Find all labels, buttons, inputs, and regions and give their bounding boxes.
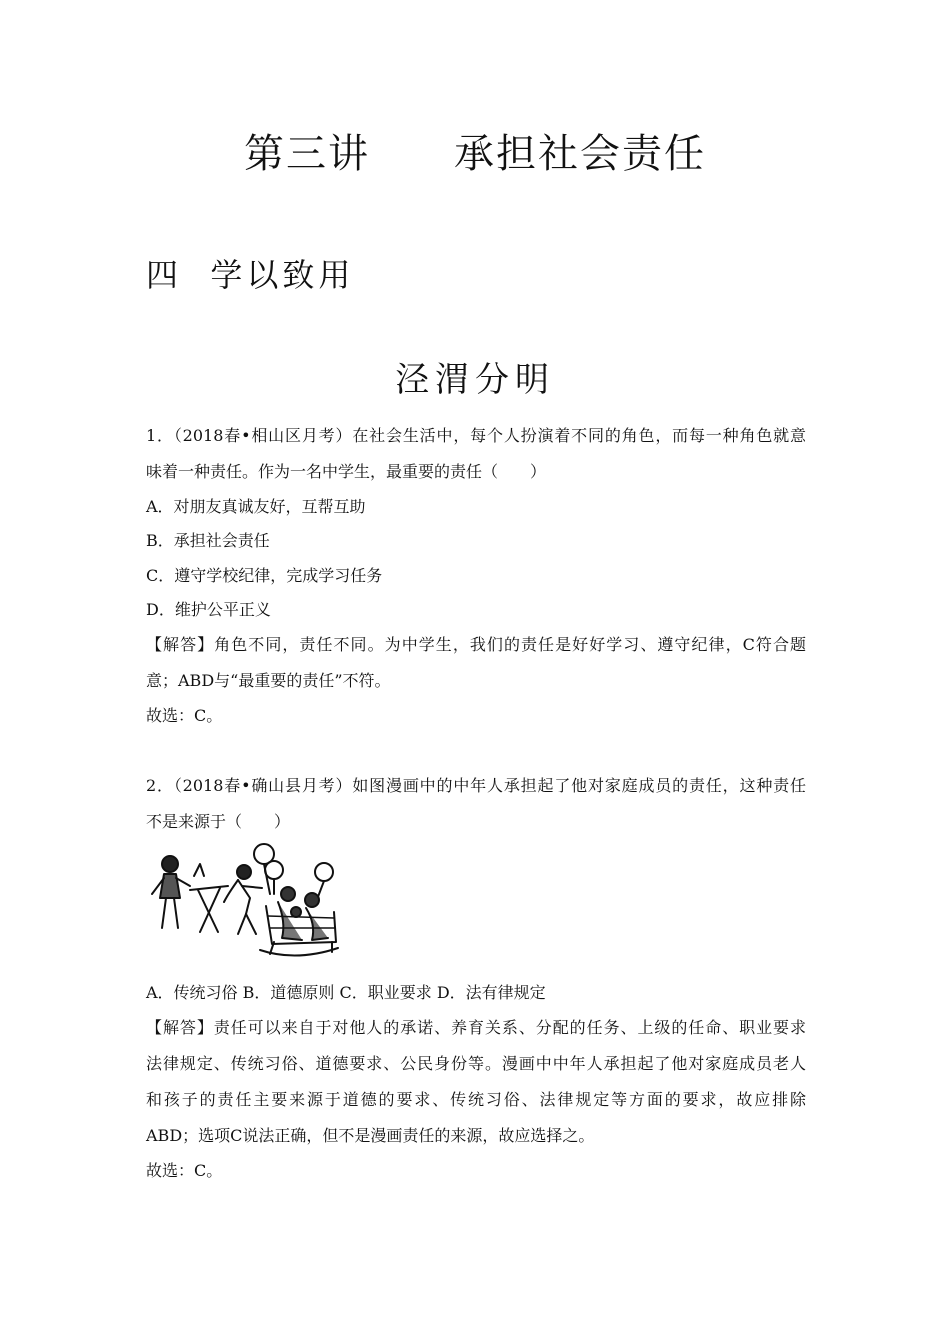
question-2-answer-line-2: 法律规定、传统习俗、道德要求、公民身份等。漫画中中年人承担起了他对家庭成员老人 [146,1054,806,1073]
question-1-stem-line-2: 味着一种责任。作为一名中学生，最重要的责任（ ） [146,462,547,481]
question-1-option-c: C．遵守学校纪律，完成学习任务 [146,566,383,585]
question-1-stem-line-1: 1．（2018春•相山区月考）在社会生活中，每个人扮演着不同的角色，而每一种角色就意 [146,426,806,445]
question-1-answer-line-1: 【解答】角色不同，责任不同。为中学生，我们的责任是好好学习、遵守纪律，C符合题 [146,635,806,654]
family-cartoon-image [146,842,340,964]
question-1-answer-line-2: 意；ABD与“最重要的责任”不符。 [146,671,391,690]
question-1-option-d: D．维护公平正义 [146,600,271,619]
question-2-choice: 故选：C。 [146,1161,223,1180]
question-1-option-a: A．对朋友真诚友好，互帮互助 [146,497,366,516]
question-2-stem-line-2: 不是来源于（ ） [146,812,291,831]
question-1-option-b: B．承担社会责任 [146,531,270,550]
page-title: 第三讲 承担社会责任 [244,131,706,177]
question-2-answer-line-1: 【解答】责任可以来自于对他人的承诺、养育关系、分配的任务、上级的任命、职业要求 [146,1018,806,1037]
question-2-answer-line-3: 和孩子的责任主要来源于道德的要求、传统习俗、法律规定等方面的要求，故应排除 [146,1090,806,1109]
section-heading: 四 学以致用 [146,256,355,294]
question-1-choice: 故选：C。 [146,706,223,725]
question-2-stem-line-1: 2．（2018春•确山县月考）如图漫画中的中年人承担起了他对家庭成员的责任，这种责任 [146,776,806,795]
subsection-title: 泾渭分明 [395,360,555,400]
question-2-options: A．传统习俗 B．道德原则 C．职业要求 D．法有律规定 [146,983,546,1002]
question-2-answer-line-4: ABD；选项C说法正确，但不是漫画责任的来源，故应选择之。 [146,1126,595,1145]
